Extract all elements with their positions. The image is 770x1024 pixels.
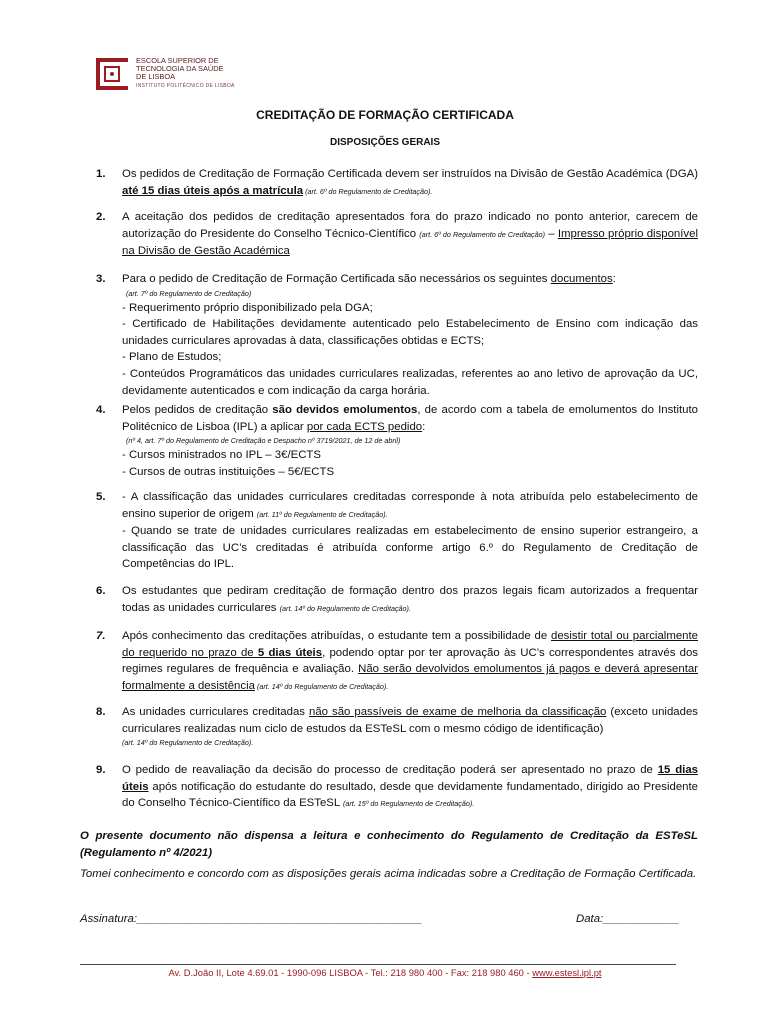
list-item: [98, 704, 698, 749]
sub-item: - Requerimento próprio disponibilizado pela DGA;: [122, 301, 373, 314]
item-text: , de acordo com a tabela de emolumentos do Instituto Politécnico de Lisboa (IPL) a aplicar: [122, 404, 698, 433]
item-text: (exceto unidades curriculares realizadas num ciclo de estudos da ESTeSL com o mesmo código de identificação): [122, 706, 699, 735]
item-text: Após conhecimento das creditações atribuídas, o estudante tem a possibilidade de: [122, 630, 552, 642]
item-reference: (art. 15º do Regulamento de Creditação).: [342, 799, 475, 809]
list-item: [98, 489, 698, 573]
document-title: CREDITAÇÃO DE FORMAÇÃO CERTIFICADA: [256, 108, 514, 122]
sub-item: - Plano de Estudos;: [122, 351, 222, 364]
item-number: 1.: [96, 168, 106, 180]
list-item: [98, 271, 698, 399]
item-underlined: desistir total ou parcialmente do requerido no prazo de: [122, 630, 698, 659]
item-reference: (art. 7º do Regulamento de Creditação): [126, 288, 252, 298]
item-text: - A classificação das unidades curriculares creditadas corresponde à nota atribuída pelo estabelecimento de ensino superior de origem: [122, 491, 698, 520]
list-item: [98, 628, 698, 695]
sub-item: - Conteúdos Programáticos das unidades curriculares realizadas, referentes ao ano letivo de aprovação da UC, devidamente autenticados e com indicação da carga horária.: [122, 367, 698, 397]
footer-address: Av. D.João II, Lote 4.69.01 - 1990-096 LISBOA - Tel.: 218 980 400 - Fax: 218 980 460 -: [168, 967, 533, 978]
item-text: Os estudantes que pediram creditação de formação dentro dos prazos legais ficam autorizados a frequentar todas as unidades curriculares: [122, 585, 698, 614]
sub-item: - Cursos de outras instituições – 5€/ECTS: [122, 465, 335, 478]
item-text: O pedido de reavaliação da decisão do processo de creditação poderá ser apresentado no prazo de: [122, 764, 658, 776]
agreement-text: Tomei conhecimento e concordo com as disposições gerais acima indicadas sobre a Creditação de Formação Certificada.: [80, 868, 697, 880]
school-logo: [96, 58, 128, 90]
document-subtitle: DISPOSIÇÕES GERAIS: [329, 137, 441, 148]
sub-item: - Certificado de Habilitações devidamente autenticado pelo Estabelecimento de Ensino com indicação das unidades curriculares aprovadas à data, classificações obtidas e ECTS;: [122, 318, 698, 347]
list-item: [98, 166, 698, 200]
item-text: A aceitação dos pedidos de creditação apresentados fora do prazo indicado no ponto anterior, carecem de autorização do Presidente do Conselho Técnico-Científico: [122, 211, 698, 240]
item-text: :: [422, 420, 426, 433]
item-text: As unidades curriculares creditadas: [122, 706, 309, 718]
notice-text: O presente documento não dispensa a leitura e conhecimento do Regulamento de Creditação da ESTeSL (Regulamento nº 4/2021): [80, 830, 698, 859]
item-number: 3.: [96, 273, 106, 285]
item-text: Os pedidos de Creditação de Formação Certificada devem ser instruídos na Divisão de Gestão Académica (DGA): [122, 168, 698, 180]
item-number: 2.: [96, 211, 106, 223]
list-item: [98, 762, 698, 813]
item-reference: (art. 11º do Regulamento de Creditação).: [256, 509, 388, 519]
list-item: [98, 402, 698, 480]
item-text: Para o pedido de Creditação de Formação Certificada são necessários os seguintes: [122, 273, 551, 285]
signature-field[interactable]: Assinatura:_____________________________________________: [80, 913, 423, 925]
item-reference: (art. 14º do Regulamento de Creditação).: [122, 738, 254, 748]
website-link[interactable]: www.estesl.ipl.pt: [532, 967, 602, 978]
item-reference: (art. 6º do Regulamento de Creditação): [419, 229, 546, 239]
item-number: 9.: [96, 764, 106, 776]
footer: [0, 967, 770, 978]
item-emphasis: são devidos emolumentos: [272, 404, 418, 416]
school-name-line1: ESCOLA SUPERIOR DE: [136, 56, 219, 65]
item-reference: (nº 4, art. 7º do Regulamento de Creditação e Despacho nº 3719/2021, de 12 de abril): [126, 436, 401, 446]
item-text: Pelos pedidos de creditação: [122, 404, 273, 416]
item-emphasis: até 15 dias úteis após a matrícula: [122, 184, 304, 197]
item-underlined: documentos: [550, 273, 613, 285]
item-text: , podendo optar por ter aprovação às UC’s correspondentes através dos regimes regulares de frequência e avaliação.: [122, 646, 699, 676]
item-underlined: por cada ECTS pedido: [306, 420, 423, 433]
list-item: [98, 583, 698, 617]
item-number: 4.: [96, 404, 106, 416]
item-text: –: [545, 227, 558, 240]
item-number: 8.: [96, 706, 106, 718]
item-underlined: Não serão devolvidos emolumentos já pagos e deverá apresentar formalmente a desistência: [122, 663, 698, 692]
item-underlined: Impresso próprio disponível na Divisão de Gestão Académica: [122, 227, 698, 258]
item-reference: (art. 14º do Regulamento de Creditação).: [254, 681, 389, 691]
footer-divider: [80, 964, 676, 965]
date-field[interactable]: Data:____________: [576, 913, 680, 925]
item-number: 7.: [96, 630, 106, 642]
item-text: :: [612, 273, 616, 285]
institute-name: INSTITUTO POLITÉCNICO DE LISBOA: [136, 82, 235, 89]
sub-item: - Cursos ministrados no IPL – 3€/ECTS: [122, 449, 321, 462]
item-text: após notificação do estudante do resultado, desde que devidamente fundamentado, dirigido ao Presidente do Conselho Técnico-Científico da ESTeSL: [122, 780, 698, 810]
item-underlined: não são passíveis de exame de melhoria da classificação: [309, 706, 607, 718]
school-name: [136, 57, 235, 90]
item-text: - Quando se trate de unidades curriculares realizadas em estabelecimento de ensino superior estrangeiro, a classificação das UC’s creditadas é atribuída conforme artigo 6.º do Regulamento de Creditação de Competências do IPL.: [122, 525, 698, 571]
item-emphasis: 15 dias úteis: [122, 764, 698, 793]
item-reference: (art. 14º do Regulamento de Creditação).: [279, 603, 411, 613]
school-name-line2: TECNOLOGIA DA SAÚDE: [136, 64, 224, 74]
item-emphasis: 5 dias úteis: [257, 646, 323, 659]
item-number: 6.: [96, 585, 106, 597]
item-reference: (art. 6º do Regulamento de Creditação).: [303, 186, 433, 196]
item-number: 5.: [96, 491, 106, 503]
list-item: [98, 209, 698, 260]
school-name-line3: DE LISBOA: [136, 72, 176, 82]
